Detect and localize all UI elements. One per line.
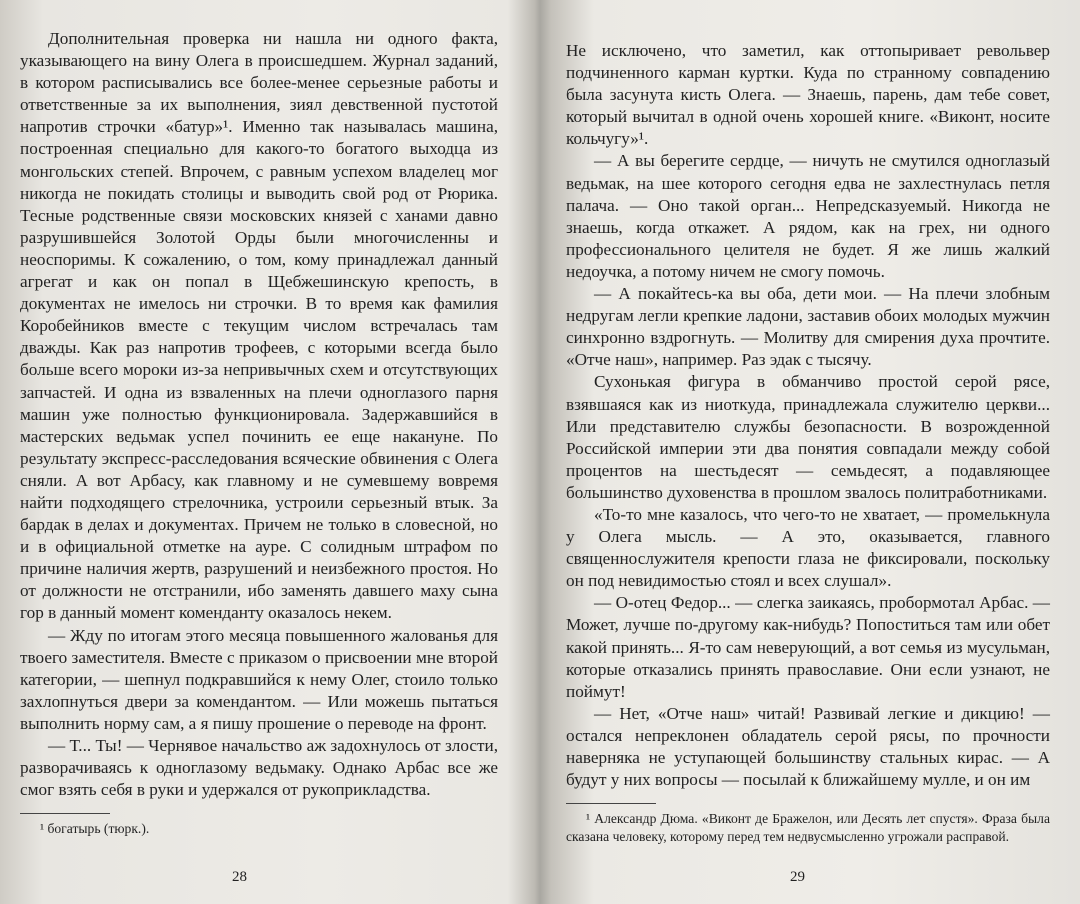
paragraph: Не исключено, что заметил, как оттопыривает револьвер подчиненного карман куртки. Куда по странному совпадению была засунута кисть Олега. — Знаешь, парень, дам тебе совет, который вычитал в одной очень хорошей книге. «Виконт, носите кольчугу»¹.: [566, 41, 1050, 149]
footnote-rule: [566, 803, 656, 804]
paragraph: — А покайтесь-ка вы оба, дети мои. — На плечи злобным недругам легли крепкие ладони, заставив обоих молодых мужчин синхронно вздрогнуть. — Молитву для смирения духа прочтите. «Отче наш», например. Раз эдак с тысячу.: [566, 284, 1050, 370]
page-number-right: 29: [790, 869, 805, 885]
footnote-text: ¹ Александр Дюма. «Виконт де Бражелон, или Десять лет спустя». Фраза была сказана человеку, которому перед тем недвусмысленно угрожали расправой.: [566, 811, 1050, 845]
paragraph: — Т... Ты! — Чернявое начальство аж задохнулось от злости, разворачиваясь к одноглазому ведьмаку. Однако Арбас все же смог взять себя в руки и удержался от рукоприкладства.: [20, 736, 498, 800]
footnote-text: ¹ богатырь (тюрк.).: [40, 821, 150, 837]
paragraph: — Нет, «Отче наш» читай! Развивай легкие и дикцию! — остался непреклонен обладатель серой рясы, по прочности наверняка не уступающей большинству стальных кирас. — А будут у них вопросы — посылай к ближайшему мулле, и он им: [566, 703, 1050, 790]
paragraph: — О-отец Федор... — слегка заикаясь, пробормотал Арбас. — Может, лучше по-другому как-нибудь? Попоститься там или обет какой принять... Я-то сам неверующий, а вот семья из мусульман, которые отказались принять православие. Они если узнают, не поймут!: [566, 593, 1050, 701]
paragraph: — Жду по итогам этого месяца повышенного жалованья для твоего заместителя. Вместе с приказом о присвоении мне второй категории, — шепнул подкравшийся к нему Олег, стоило только захлопнуться двери за комендантом. — Или можешь пытаться выполнить норму сам, а я пишу прошение о переводе на фронт.: [20, 625, 498, 733]
right-page: [548, 0, 1080, 904]
right-body-text: [566, 40, 1050, 791]
left-footnote: [20, 820, 498, 838]
paragraph: Сухонькая фигура в обманчиво простой серой рясе, взявшаяся как из ниоткуда, принадлежала служителю церкви... Или представителю службы безопасности. В возрожденной Российской империи эти два понятия совпадали между собой процентов на шестьдесят — семьдесят, а подавляющее большинство духовенства в прошлом звалось политработниками.: [566, 372, 1050, 502]
left-body-text: [20, 28, 498, 801]
page-number-left: 28: [232, 869, 247, 885]
paragraph: «То-то мне казалось, что чего-то не хватает, — промелькнула у Олега мысль. — А это, оказывается, главного священнослужителя крепости глаза не фиксировали, поскольку он под невидимостью стоял и всех слушал».: [566, 504, 1050, 591]
paragraph: — А вы берегите сердце, — ничуть не смутился одноглазый ведьмак, на шее которого сегодня едва не захлестнулась петля палача. — Оно такой орган... Непредсказуемый. Никогда не знаешь, когда откажет. А рядом, как на грех, ни одного профессионального целителя не будет. Я же лишь жалкий недоучка, а потому ничем не смогу помочь.: [566, 151, 1050, 281]
left-page: [0, 0, 536, 904]
footnote-rule: [20, 813, 110, 814]
paragraph: Дополнительная проверка ни нашла ни одного факта, указывающего на вину Олега в происшедшем. Журнал заданий, в котором расписывались все более-менее серьезные работы и ответственные за их выполнения, зиял девственной пустотой напротив строчки «батур»¹. Именно так называлась машина, построенная специально для какого-то богатого выходца из монгольских степей. Впрочем, с равным успехом владелец мог никогда не покидать столицы и выводить свой род от Рюрика. Тесные родственные связи московских князей с ханами давно разрушившейся Золотой Орды были многочисленны и неоспоримы. К сожалению, о том, кому принадлежал данный агрегат и как он попал в Щебжешинскую крепость, в документах не имелось ни строчки. В то время как фамилия Коробейников вместе с текущим числом встречалась там дважды. Как раз напротив трофеев, с которыми всегда было больше всего мороки из-за непривычных схем и отсутствующих запчастей. И одна из взваленных на плечи одноглазого парня машин уже полностью функционировала. Задержавшийся в мастерских ведьмак успел починить ее еще накануне. По результату экспресс-расследования всяческие обвинения с Олега сняли. А вот Арбасу, как главному и не сумевшему вовремя найти подходящего стрелочника, устроили серьезный втык. За бардак в делах и документах. Причем не только в словесной, но и в официальной отметке на ауре. С солидным штрафом по причине наличия жертв, разрушений и неизбежного простоя. Но от должности не отстранили, ибо заменять давшего маху сына гор в данный момент коменданту оказалось некем.: [20, 29, 498, 623]
right-footnote: [566, 810, 1050, 846]
